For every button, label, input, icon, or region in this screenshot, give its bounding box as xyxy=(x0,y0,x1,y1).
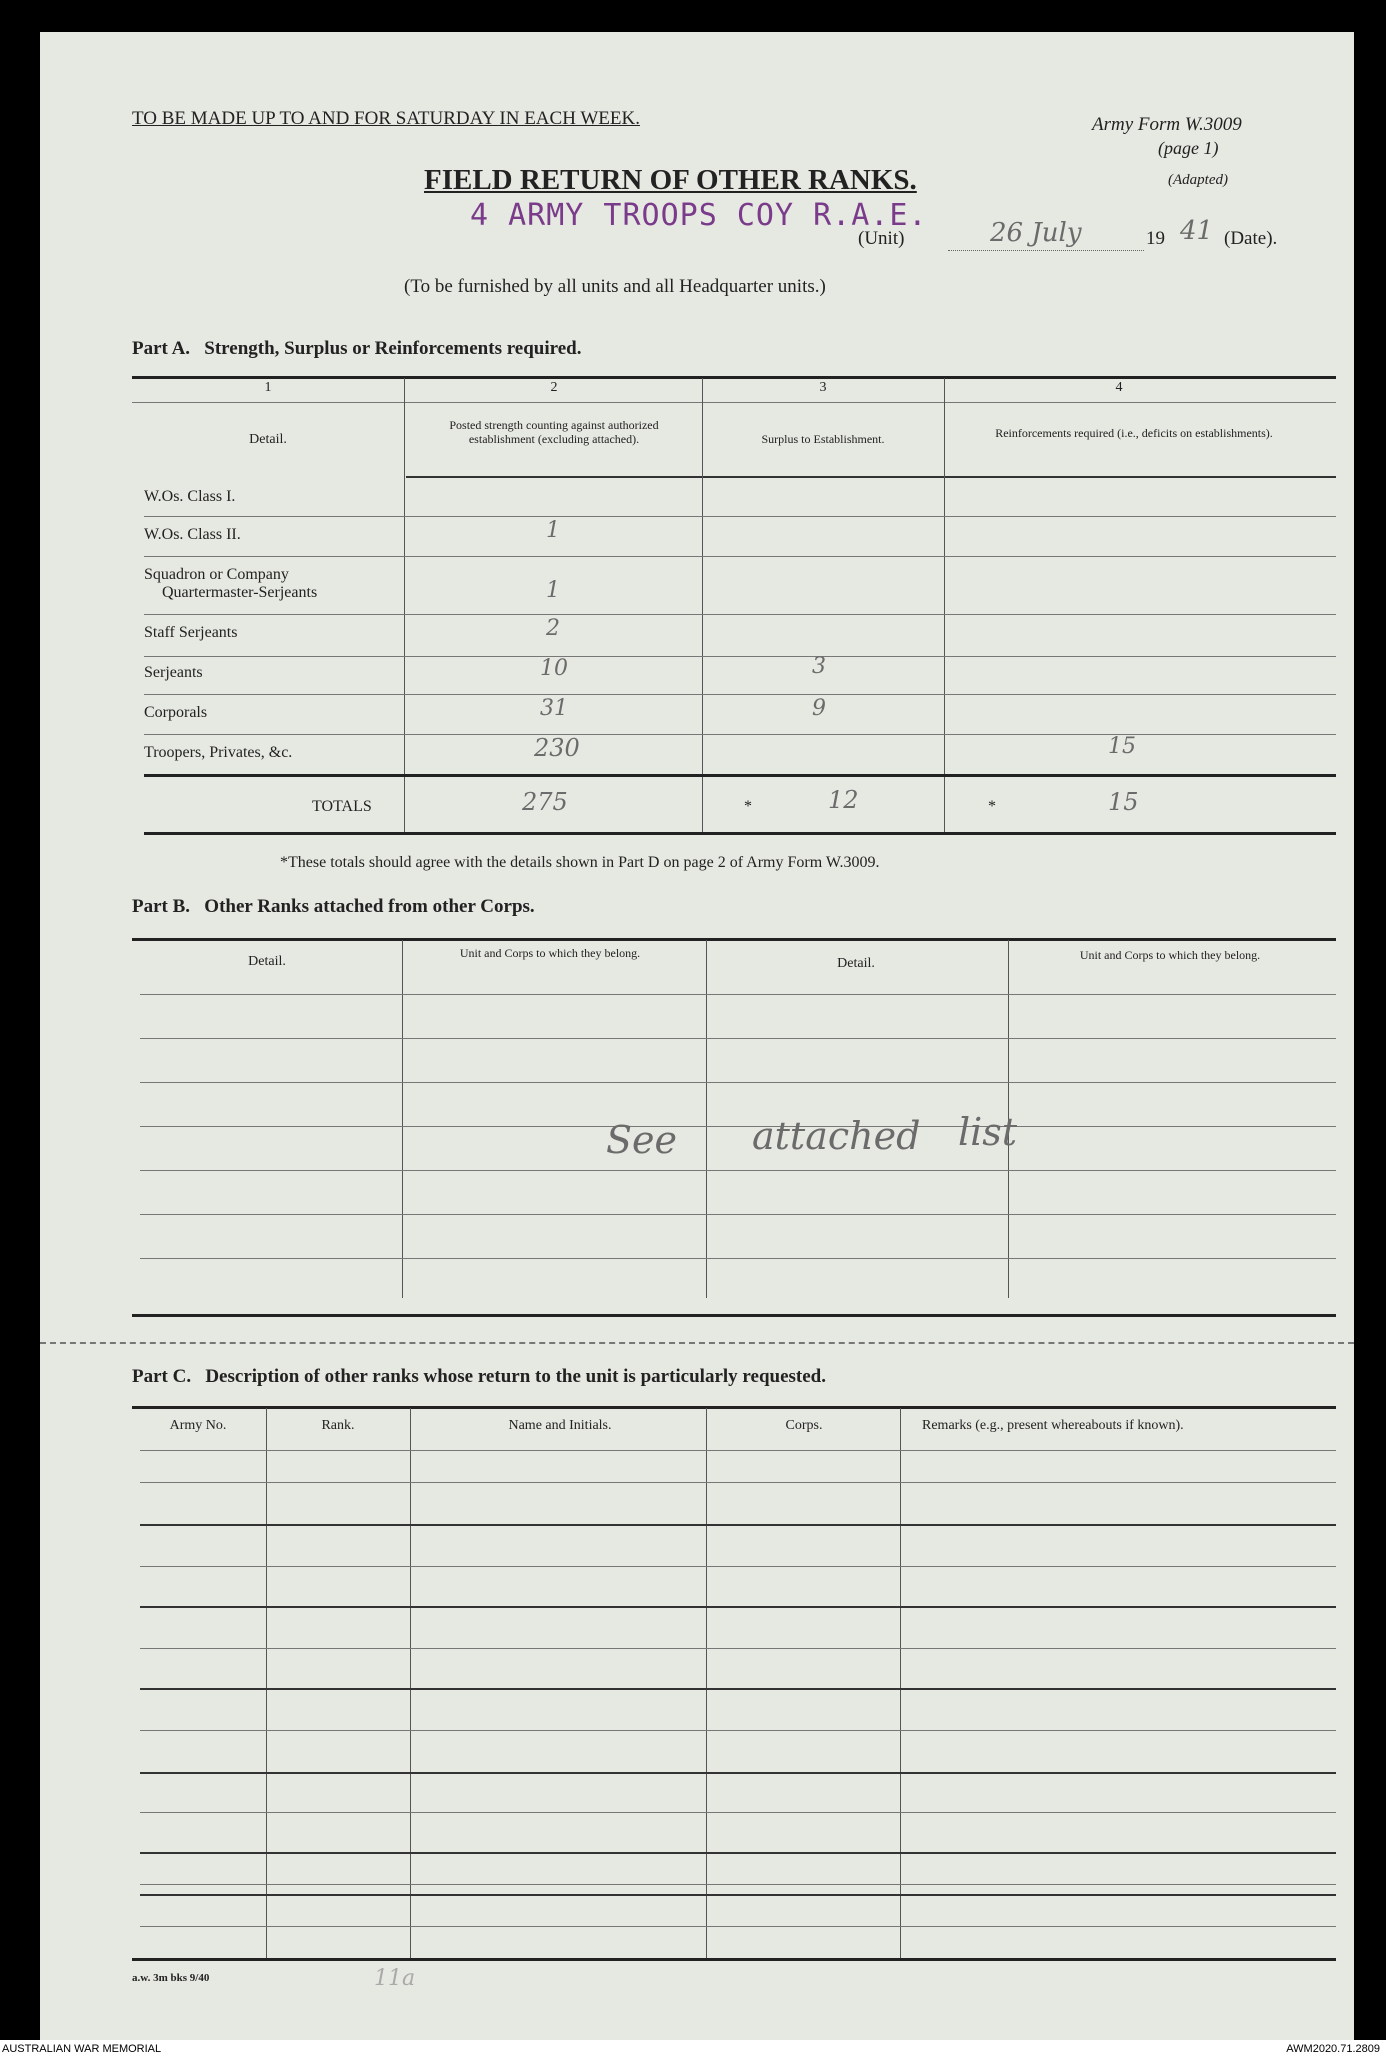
row-detail-sgt: Serjeants xyxy=(144,664,203,681)
part-b-col-unit-1: Unit and Corps to which they belong. xyxy=(459,946,641,960)
part-c-heading: Part C. Description of other ranks whose return to the unit is particularly requested. xyxy=(132,1366,826,1387)
part-b-heading: Part B. Other Ranks attached from other Corps. xyxy=(132,896,535,917)
row-surplus-cpl: 9 xyxy=(812,696,826,721)
footer-institution: AUSTRALIAN WAR MEMORIAL xyxy=(2,2043,162,2055)
row-posted-pte: 230 xyxy=(534,734,580,762)
instruction-line: TO BE MADE UP TO AND FOR SATURDAY IN EACH WEEK. xyxy=(132,108,640,129)
part-c-col-name: Name and Initials. xyxy=(508,1418,612,1433)
date-handwritten: 26 July xyxy=(990,218,1082,248)
part-c-col-rank: Rank. xyxy=(321,1418,355,1433)
row-posted-wo2: 1 xyxy=(546,518,560,543)
row-detail-cpl: Corporals xyxy=(144,704,208,721)
margin-note: 11a xyxy=(374,1966,416,1991)
col-header-posted: Posted strength counting against authorized establishment (excluding attached). xyxy=(449,418,659,446)
part-a-footnote: *These totals should agree with the details shown in Part D on page 2 of Army Form W.3009. xyxy=(280,854,880,871)
asterisk-surplus: * xyxy=(744,798,752,815)
col-number-2: 2 xyxy=(550,380,558,395)
handwritten-see: See xyxy=(606,1118,678,1162)
col-number-3: 3 xyxy=(819,380,827,395)
asterisk-reinf: * xyxy=(988,798,996,815)
totals-reinf: 15 xyxy=(1108,788,1139,816)
part-c-col-corps: Corps. xyxy=(785,1418,823,1433)
row-detail-pte: Troopers, Privates, &c. xyxy=(144,744,293,761)
page-ref: (page 1) xyxy=(1158,138,1219,158)
part-a-heading: Part A. Strength, Surplus or Reinforcements required. xyxy=(132,338,582,359)
row-posted-cpl: 31 xyxy=(540,696,568,721)
row-surplus-sgt: 3 xyxy=(812,654,826,679)
form-name: Army Form W.3009 xyxy=(1092,114,1242,135)
col-header-detail: Detail. xyxy=(249,432,287,447)
totals-surplus: 12 xyxy=(828,786,859,814)
totals-label: TOTALS xyxy=(312,798,372,815)
archive-footer xyxy=(0,2040,1386,2061)
row-detail-cqms: Squadron or Company xyxy=(144,566,289,583)
col-header-surplus: Surplus to Establishment. xyxy=(761,432,885,446)
part-b-col-unit-2: Unit and Corps to which they belong. xyxy=(1079,948,1261,962)
part-c-col-army-no: Army No. xyxy=(169,1418,227,1433)
document-page xyxy=(40,32,1354,2040)
col-header-reinf: Reinforcements required (i.e., deficits on establishments). xyxy=(995,426,1273,440)
row-detail-cqms-2: Quartermaster-Serjeants xyxy=(162,584,318,601)
row-detail-wo2: W.Os. Class II. xyxy=(144,526,241,543)
page-title: FIELD RETURN OF OTHER RANKS. xyxy=(424,164,917,196)
col-number-4: 4 xyxy=(1115,380,1123,395)
part-b-col-detail-1: Detail. xyxy=(248,954,286,969)
unit-stamp: 4 ARMY TROOPS COY R.A.E. xyxy=(470,198,928,233)
part-b-col-detail-2: Detail. xyxy=(837,956,875,971)
year-prefix: 19 xyxy=(1146,228,1165,249)
year-handwritten: 41 xyxy=(1180,216,1214,246)
printer-code: a.w. 3m bks 9/40 xyxy=(132,1972,210,1984)
handwritten-list: list xyxy=(958,1110,1018,1154)
footer-reference: AWM2020.71.2809 xyxy=(1286,2043,1380,2055)
totals-posted: 275 xyxy=(522,788,568,816)
row-reinf-pte: 15 xyxy=(1108,734,1136,759)
part-c-col-remarks: Remarks (e.g., present whereabouts if known). xyxy=(922,1418,1184,1433)
row-detail-wo1: W.Os. Class I. xyxy=(144,488,236,505)
row-detail-ssgt: Staff Serjeants xyxy=(144,624,238,641)
date-label: (Date). xyxy=(1224,228,1278,249)
subtitle: (To be furnished by all units and all Headquarter units.) xyxy=(404,276,826,297)
row-posted-sgt: 10 xyxy=(540,656,568,681)
row-posted-cqms: 1 xyxy=(546,578,560,603)
col-number-1: 1 xyxy=(264,380,272,395)
row-posted-ssgt: 2 xyxy=(546,616,560,641)
handwritten-attached: attached xyxy=(752,1114,921,1158)
adapted-note: (Adapted) xyxy=(1168,172,1228,188)
unit-label: (Unit) xyxy=(858,228,905,249)
